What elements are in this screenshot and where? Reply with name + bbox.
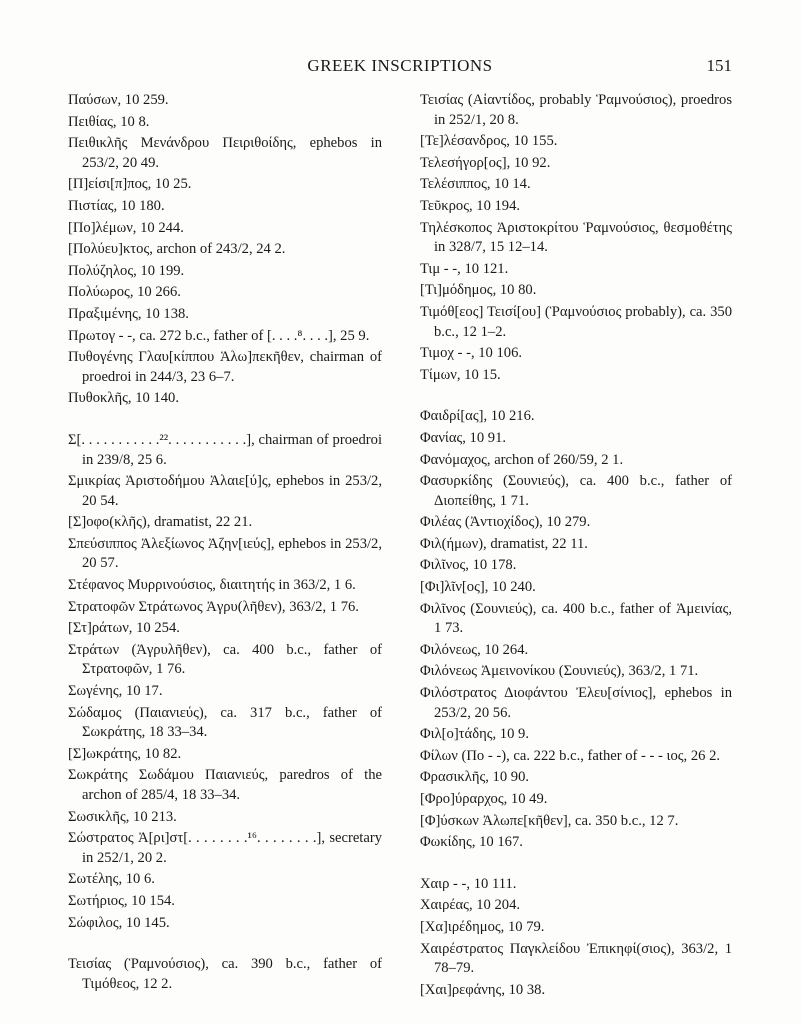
index-entry: [Χα]ιρέδημος, 10 79. <box>420 918 545 935</box>
index-entry: Φρασικλῆς, 10 90. <box>420 769 530 786</box>
index-entry: Φιλόνεως, 10 264. <box>420 641 529 658</box>
index-entry: Σώστρατος Ἀ[ρι]στ[. . . . . . . .¹⁶. . . . . . . .], secretary in 252/1, 20 2. <box>68 830 382 866</box>
index-entry: Πολύωρος, 10 266. <box>68 284 181 301</box>
index-entry: Σπεύσιππος Ἀλεξίωνος Ἀζην[ιεύς], ephebos in 253/2, 20 57. <box>68 535 382 572</box>
index-entry: Σώφιλος, 10 145. <box>68 914 170 931</box>
page-header <box>68 56 732 80</box>
index-entry: [Π]είσι[π]πος, 10 25. <box>68 176 192 193</box>
index-entry: Τεισίας (Αἰαντίδος, probably Ῥαμνούσιος), proedros in 252/1, 20 8. <box>420 92 732 128</box>
index-entry: Στέφανος Μυρρινούσιος, διαιτητής in 363/2, 1 6. <box>68 577 356 594</box>
index-column-right <box>420 91 732 1002</box>
index-entry: Τιμ - -, 10 121. <box>420 260 509 277</box>
index-entry: [Φι]λῖν[ος], 10 240. <box>420 579 536 596</box>
index-entry: Σωκράτης Σωδάμου Παιανιεύς, paredros of the archon of 285/4, 18 33–34. <box>68 767 382 803</box>
index-entry: Παύσων, 10 259. <box>68 92 169 108</box>
index-entry: Πειθίας, 10 8. <box>68 113 150 130</box>
index-entry: Φίλων (Πο - -), ca. 222 b.c., father of - - - ιος, 26 2. <box>420 747 721 764</box>
index-entry: [Πολύευ]κτος, archon of 243/2, 24 2. <box>68 241 286 258</box>
index-entry: [Φρο]ύραρχος, 10 49. <box>420 791 548 807</box>
index-entry: [Στ]ράτων, 10 254. <box>68 620 180 637</box>
index-entry: Φανίας, 10 91. <box>420 429 507 446</box>
index-entry: [Τε]λέσανδρος, 10 155. <box>420 133 558 150</box>
index-entry: Σ[. . . . . . . . . . .²². . . . . . . . . . .], chairman of proedroi in 239/8, 25 6. <box>68 431 382 468</box>
index-entry: Σωτέλης, 10 6. <box>68 871 155 888</box>
running-title: GREEK INSCRIPTIONS <box>307 56 493 75</box>
index-entry: Πιστίας, 10 180. <box>68 197 165 214</box>
index-entry: Σωσικλῆς, 10 213. <box>68 808 177 825</box>
index-entry: Τεῦκρος, 10 194. <box>420 197 521 214</box>
index-entry: [Σ]ωκράτης, 10 82. <box>68 745 182 762</box>
index-entry: Σωτήριος, 10 154. <box>68 892 175 909</box>
index-entry: Τίμων, 10 15. <box>420 366 501 383</box>
index-entry: Σωγένης, 10 17. <box>68 683 163 700</box>
index-entry: Στρατοφῶν Στράτωνος Ἀγρυ(λῆθεν), 363/2, 1 76. <box>68 598 359 615</box>
index-entry: Σμικρίας Ἀριστοδήμου Ἁλαιε[ύ]ς, ephebos in 253/2, 20 54. <box>68 473 382 509</box>
index-entry: Φιλέας (Ἀντιοχίδος), 10 279. <box>420 514 591 531</box>
index-entry: Φιλ[ο]τάδης, 10 9. <box>420 726 529 743</box>
index-entry: Φωκίδης, 10 167. <box>420 834 523 851</box>
index-entry: Πολύζηλος, 10 199. <box>68 262 185 279</box>
index-entry: Σώδαμος (Παιανιεύς), ca. 317 b.c., father of Σωκράτης, 18 33–34. <box>68 704 382 741</box>
index-entry: Φιλόνεως Ἀμεινονίκου (Σουνιεύς), 363/2, 1 71. <box>420 663 699 680</box>
index-entry: Τεισίας (Ῥαμνούσιος), ca. 390 b.c., father of Τιμόθεος, 12 2. <box>68 956 382 992</box>
index-entry: Πυθοκλῆς, 10 140. <box>68 390 179 407</box>
index-entry: Φασυρκίδης (Σουνιεύς), ca. 400 b.c., father of Διοπείθης, 1 71. <box>420 473 732 509</box>
index-entry: Τελεσήγορ[ος], 10 92. <box>420 154 551 171</box>
index-entry: Χαιρέας, 10 204. <box>420 897 521 914</box>
index-entry: Τηλέσκοπος Ἀριστοκρίτου Ῥαμνούσιος, θεσμοθέτης in 328/7, 15 12–14. <box>420 219 732 256</box>
index-entry: Στράτων (Ἀγρυλῆθεν), ca. 400 b.c., father of Στρατοφῶν, 1 76. <box>68 641 382 678</box>
index-entry: [Τι]μόδημος, 10 80. <box>420 282 537 299</box>
index-entry: Πραξιμένης, 10 138. <box>68 305 189 322</box>
index-entry: Φαιδρί[ας], 10 216. <box>420 408 535 425</box>
index-entry: Πρωτογ - -, ca. 272 b.c., father of [. . . .⁸. . . .], 25 9. <box>68 327 370 344</box>
index-entry: Τιμοχ - -, 10 106. <box>420 345 523 362</box>
index-entry: Χαιρ - -, 10 111. <box>420 875 517 892</box>
index-entry: [Πο]λέμων, 10 244. <box>68 219 184 236</box>
index-entry: Φιλόστρατος Διοφάντου Ἐλευ[σίνιος], ephebos in 253/2, 20 56. <box>420 685 732 721</box>
index-entry: Πειθικλῆς Μενάνδρου Πειριθοίδης, ephebos in 253/2, 20 49. <box>68 135 382 171</box>
index-entry: Τιμόθ[εος] Τεισί[ου] (Ῥαμνούσιος probably), ca. 350 b.c., 12 1–2. <box>420 303 732 340</box>
index-entry: [Φ]ύσκων Ἀλωπε[κῆθεν], ca. 350 b.c., 12 7. <box>420 812 679 829</box>
index-entry: Φανόμαχος, archon of 260/59, 2 1. <box>420 451 624 468</box>
index-column-left <box>68 91 382 996</box>
index-entry: Πυθογένης Γλαυ[κίππου Ἁλω]πεκῆθεν, chairman of proedroi in 244/3, 23 6–7. <box>68 349 382 385</box>
page-number: 151 <box>706 56 732 75</box>
index-entry: [Σ]οφο(κλῆς), dramatist, 22 21. <box>68 514 253 531</box>
index-entry: Χαιρέστρατος Παγκλείδου Ἐπικηφί(σιος), 363/2, 1 78–79. <box>420 940 732 977</box>
index-entry: Τελέσιππος, 10 14. <box>420 176 531 193</box>
index-entry: Φιλῖνος (Σουνιεύς), ca. 400 b.c., father of Ἀμεινίας, 1 73. <box>420 600 732 637</box>
index-entry: [Χαι]ρεφάνης, 10 38. <box>420 981 546 998</box>
index-entry: Φιλῖνος, 10 178. <box>420 557 517 574</box>
index-entry: Φιλ(ήμων), dramatist, 22 11. <box>420 535 588 552</box>
